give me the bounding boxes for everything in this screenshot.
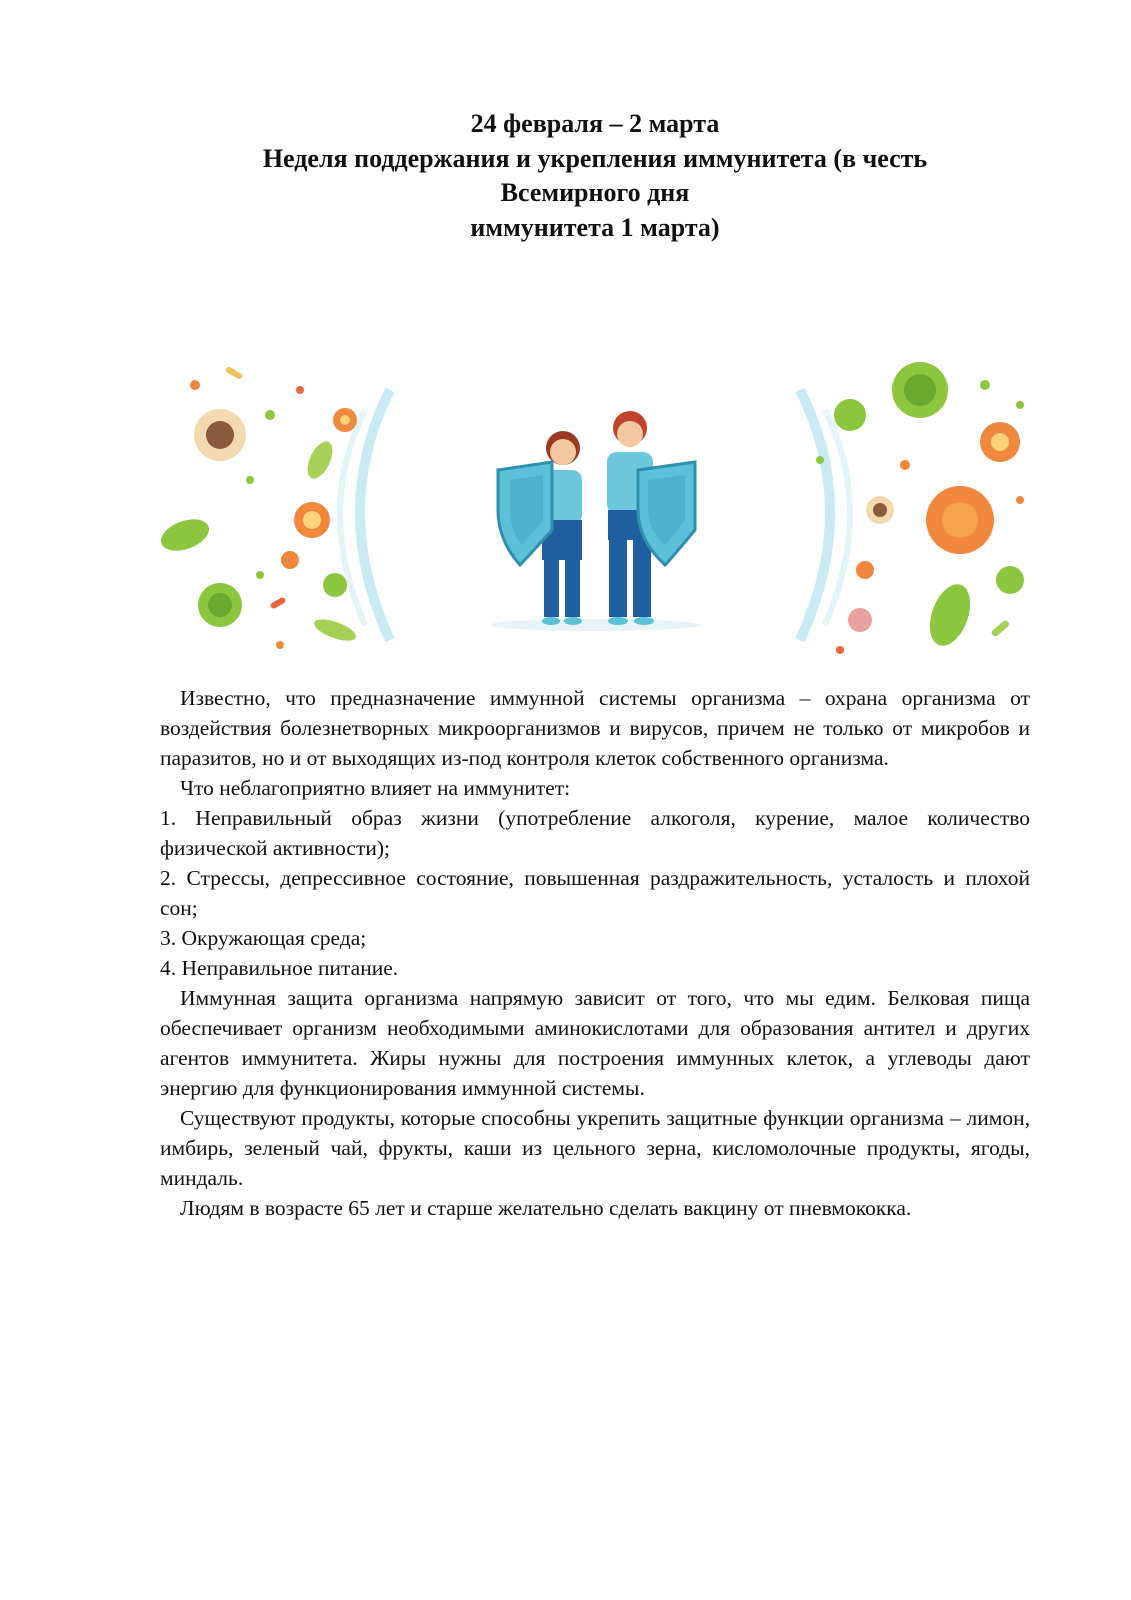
paragraph-vaccine: Людям в возрасте 65 лет и старше желательно сделать вакцину от пневмококка. [180,1196,912,1220]
list-item: 4. Неправильное питание. [160,956,399,980]
paragraph-factors-heading: Что неблагоприятно влияет на иммунитет: [180,776,571,800]
document-body [160,683,1030,1223]
paragraph-intro: Известно, что предназначение иммунной системы организма – охрана организма от воздействия болезнетворных микроорганизмов и вирусов, причем не только от микробов и паразитов, но и от выходящих из-под контроля клеток собственного организма. [160,686,1030,770]
title-line-2: Неделя поддержания и укрепления иммунитета (в честь [262,143,928,173]
ground-shadow [490,619,700,631]
germs-left-icon [160,366,358,649]
title-line-3: Всемирного дня [500,178,690,207]
list-item: 2. Стрессы, депрессивное состояние, повышенная раздражительность, усталость и плохой сон; [160,866,1030,920]
list-item: 1. Неправильный образ жизни (употребление алкоголя, курение, малое количество физической активности); [160,806,1030,860]
paragraph-nutrition: Иммунная защита организма напрямую зависит от того, что мы едим. Белковая пища обеспечивает организм необходимыми аминокислотами для образования антител и других агентов иммунитета. Жиры нужны для построения иммунных клеток, а углеводы дают энергию для функционирования иммунной системы. [160,986,1030,1100]
list-item: 3. Окружающая среда; [160,926,367,950]
title-dates: 24 февраля – 2 марта [470,109,720,138]
title-line-4: иммунитета 1 марта) [470,212,720,242]
illustration-svg [160,360,1030,660]
paragraph-products: Существуют продукты, которые способны укрепить защитные функции организма – лимон, имбирь, зеленый чай, фрукты, каши из цельного зерна, кисломолочные продукты, ягоды, миндаль. [160,1106,1030,1190]
immunity-illustration [160,360,1030,660]
document-title [160,107,1030,245]
shield-wave-right [800,390,830,640]
shield-wave-left [360,390,390,640]
